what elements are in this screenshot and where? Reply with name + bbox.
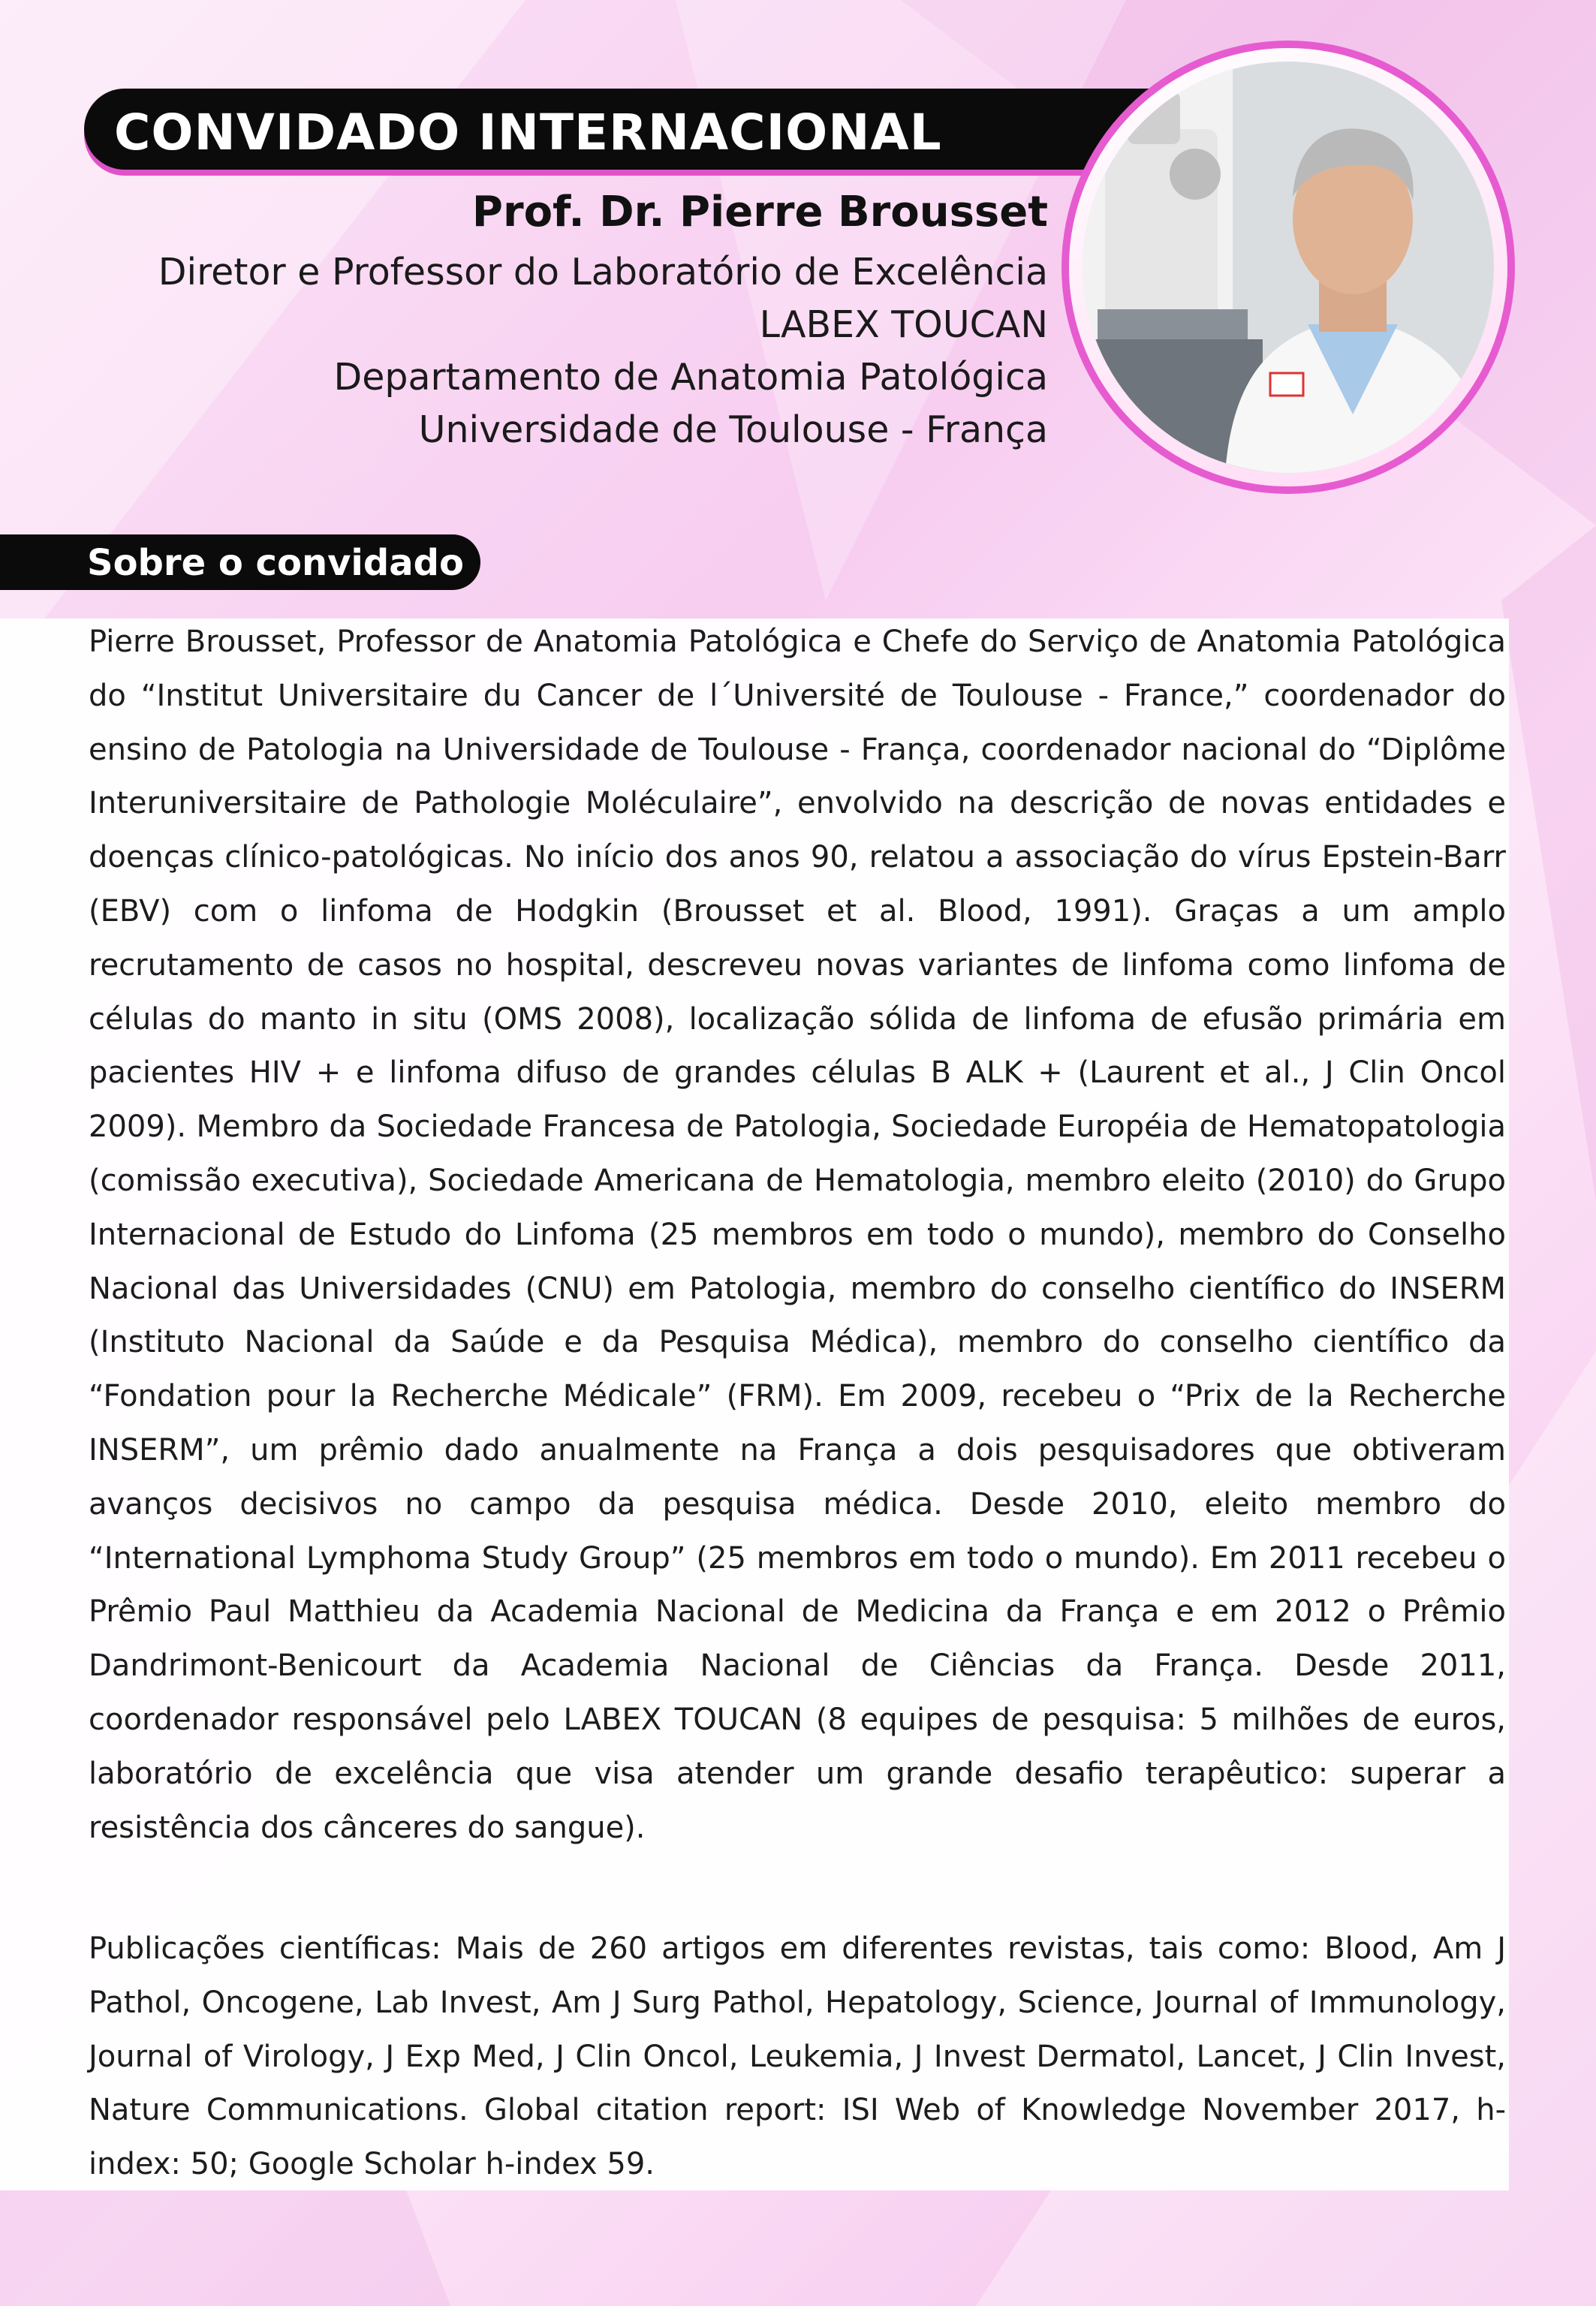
portrait-photo	[1083, 62, 1494, 473]
portrait-photo-illustration	[1083, 62, 1494, 473]
guest-info	[158, 183, 1048, 456]
guest-university: Universidade de Toulouse - França	[418, 408, 1048, 451]
section-bar	[0, 534, 480, 590]
page-title: CONVIDADO INTERNACIONAL	[114, 104, 942, 161]
guest-department: Departamento de Anatomia Patológica	[333, 356, 1048, 399]
header-bar	[84, 89, 1164, 170]
bio-paragraph: Pierre Brousset, Professor de Anatomia Patológica e Chefe do Serviço de Anatomia Patológica do “Institut Universitaire du Cancer de l´Université de Toulouse - France,” coordenador do ensino de Patologia na Universidade de Toulouse - França, coordenador nacional do “Diplôme Interuniversitaire de Pathologie Moléculaire”, envolvido na descrição de novas entidades e doenças clínico-patológicas. No início dos anos 90, relatou a associação do vírus Epstein-Barr (EBV) com o linfoma de Hodgkin (Brousset et al. Blood, 1991). Graças a um amplo recrutamento de casos no hospital, descreveu novas variantes de linfoma como linfoma de células do manto in situ (OMS 2008), localização sólida de linfoma de efusão primária em pacientes HIV + e linfoma difuso de grandes células B ALK + (Laurent et al., J Clin Oncol 2009). Membro da Sociedade Francesa de Patologia, Sociedade Européia de Hematopatologia (comissão executiva), Sociedade Americana de Hematologia, membro eleito (2010) do Grupo Internacional de Estudo do Linfoma (25 membros em todo o mundo), membro do Conselho Nacional das Universidades (CNU) em Patologia, membro do conselho científico do INSERM (Instituto Nacional da Saúde e da Pesquisa Médica), membro do conselho científico da “Fondation pour la Recherche Médicale” (FRM). Em 2009, recebeu o “Prix de la Recherche INSERM”, um prêmio dado anualmente na França a dois pesquisadores que obtiveram avanços decisivos no campo da pesquisa médica. Desde 2010, eleito membro do “International Lymphoma Study Group” (25 membros em todo o mundo). Em 2011 recebeu o Prêmio Paul Matthieu da Academia Nacional de Medicina da França e em 2012 o Prêmio Dandrimont-Benicourt da Academia Nacional de Ciências da França. Desde 2011, coordenador responsável pelo LABEX TOUCAN (8 equipes de pesquisa: 5 milhões de euros, laboratório de excelência que visa atender um grande desafio terapêutico: superar a resistência dos cânceres do sangue).	[89, 625, 1506, 1845]
guest-name: Prof. Dr. Pierre Brousset	[471, 188, 1048, 236]
guest-lab: LABEX TOUCAN	[759, 303, 1048, 346]
publications-paragraph: Publicações científicas: Mais de 260 artigos em diferentes revistas, tais como: Blood, Am J Pathol, Oncogene, Lab Invest, Am J Surg Pathol, Hepatology, Science, Journal of Immunology, Journal of Virology, J Exp Med, J Clin Oncol, Leukemia, J Invest Dermatol, Lancet, J Clin Invest, Nature Communications. Global citation report: ISI Web of Knowledge November 2017, h-index: 50; Google Scholar h-index 59.	[89, 1931, 1506, 2182]
guest-role: Diretor e Professor do Laboratório de Excelência	[158, 251, 1048, 294]
section-title: Sobre o convidado	[87, 542, 464, 584]
photo-frame	[1069, 48, 1507, 486]
